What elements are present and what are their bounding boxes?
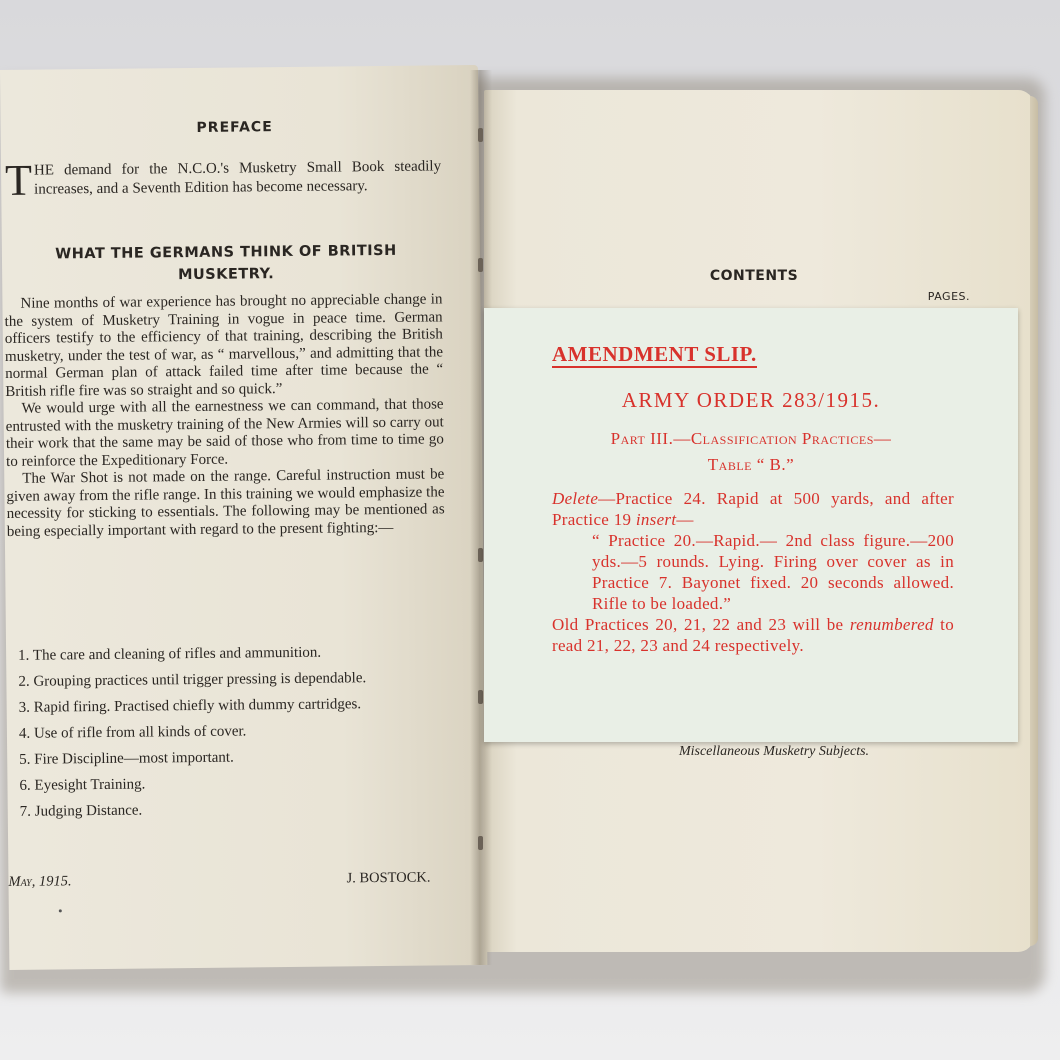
ink-dot <box>59 909 62 912</box>
part-heading <box>484 426 1018 478</box>
army-order: ARMY ORDER 283/1915. <box>621 388 881 412</box>
list-item: 3. Rapid firing. Practised chiefly with dummy cartridges. <box>18 696 362 716</box>
renumbered-word: renumbered <box>849 615 934 634</box>
list-item: 4. Use of rifle from all kinds of cover. <box>18 723 247 742</box>
signature-line <box>8 870 430 891</box>
preface-date: May, 1915. <box>8 873 72 890</box>
pages-label: PAGES. <box>927 290 970 303</box>
insert-word: insert <box>635 510 677 529</box>
delete-word: Delete <box>552 489 599 508</box>
preface-title: PREFACE <box>196 119 273 136</box>
table-line: Table “ B.” <box>707 455 795 474</box>
slip-title: AMENDMENT SLIP. <box>552 342 757 366</box>
preface-author: J. BOSTOCK. <box>346 869 431 887</box>
binding-stitch <box>478 836 483 850</box>
inserted-practice: “ Practice 20.—Rapid.— 2nd class figure.—200 yds.—5 rounds. Lying. Firing over cover as in Practice 7. Bayonet fixed. 20 seconds allowed. Rifle to be loaded.” <box>592 531 954 613</box>
binding-stitch <box>478 690 483 704</box>
delete-text: —Practice 24. Rapid at 500 yards, and after Practice 19 <box>552 489 954 529</box>
paragraph: The War Shot is not made on the range. Careful instruction must be given away from the rifle range. In this training we would emphasize the necessity for sticking to essentials. The following may be mentioned as being especially important with regard to the present fighting:— <box>6 466 445 540</box>
contents-entry: Miscellaneous Musketry Subjects. <box>678 744 870 759</box>
renumber-pre: Old Practices 20, 21, 22 and 23 will be <box>552 615 850 634</box>
delete-instruction <box>552 488 954 530</box>
list-item: 6. Eyesight Training. <box>19 776 146 794</box>
amendment-slip <box>484 308 1018 742</box>
binding-stitch <box>478 258 483 272</box>
list-item: 5. Fire Discipline—most important. <box>19 749 234 768</box>
section-heading: WHAT THE GERMANS THINK OF BRITISH MUSKETRY. <box>55 242 397 284</box>
left-page <box>0 65 487 970</box>
paragraph: We would urge with all the earnestness we can command, that those entrusted with the musketry training of the New Armies will so carry out their work that the same may be said of those who from time to time go to reinforce the Expeditionary Force. <box>5 396 444 470</box>
contents-title: CONTENTS <box>709 268 799 284</box>
preface-intro <box>4 155 442 205</box>
slip-body <box>552 488 954 656</box>
insert-dash: — <box>676 510 694 529</box>
section-body <box>4 291 445 541</box>
renumber-instruction <box>552 614 954 656</box>
part-line: Part III.—Classification Practices— <box>610 429 892 448</box>
intro-text: HE demand for the N.C.O.'s Musketry Small Book steadily increases, and a Seventh Edition has become necessary. <box>33 158 442 198</box>
binding-stitch <box>478 128 483 142</box>
paragraph: Nine months of war experience has brought no appreciable change in the system of Musketry Training in vogue in peace time. German officers testify to the efficiency of that training, describing the British musketry, under the test of war, as “ marvellous,” and admitting that the normal German plan of attack failed time after time because the “ British rifle fire was so straight and so quick.” <box>4 291 444 400</box>
list-item: 1. The care and cleaning of rifles and ammunition. <box>18 644 322 664</box>
binding-stitch <box>478 548 483 562</box>
renumber-post: to read 21, 22, 23 and 24 respectively. <box>552 615 954 655</box>
numbered-list <box>8 643 448 830</box>
list-item: 2. Grouping practices until trigger pressing is dependable. <box>18 670 367 690</box>
list-item: 7. Judging Distance. <box>19 802 143 820</box>
drop-cap: T <box>4 155 33 205</box>
